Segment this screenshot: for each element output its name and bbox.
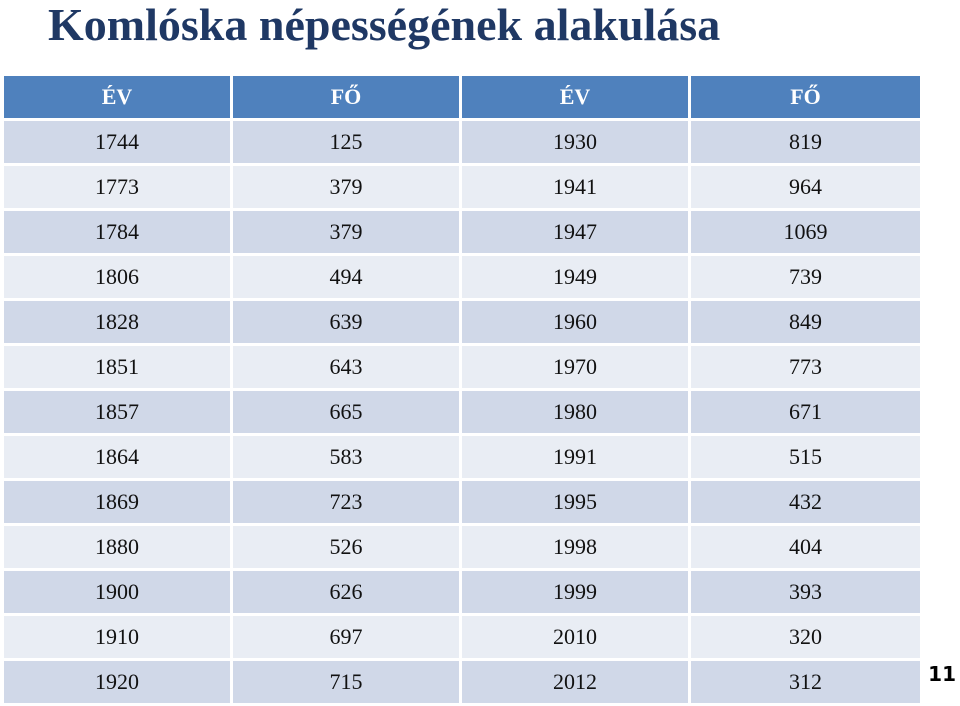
page-title: Komlóska népességének alakulása	[48, 0, 721, 50]
cell-year-2: 1995	[462, 481, 691, 526]
cell-year-1: 1910	[4, 616, 233, 661]
cell-population-1: 665	[233, 391, 462, 436]
page-number: 11	[928, 662, 956, 686]
cell-population-2: 312	[691, 661, 920, 706]
cell-year-1: 1744	[4, 121, 233, 166]
table-row	[4, 391, 920, 436]
table-row	[4, 571, 920, 616]
column-header-year-2: ÉV	[462, 76, 691, 121]
cell-year-1: 1806	[4, 256, 233, 301]
table-body	[4, 121, 920, 706]
cell-population-2: 819	[691, 121, 920, 166]
cell-population-2: 432	[691, 481, 920, 526]
cell-year-2: 1941	[462, 166, 691, 211]
cell-population-2: 320	[691, 616, 920, 661]
cell-population-1: 639	[233, 301, 462, 346]
cell-population-2: 773	[691, 346, 920, 391]
table-header-row	[4, 76, 920, 121]
table-row	[4, 436, 920, 481]
cell-year-1: 1920	[4, 661, 233, 706]
cell-year-2: 1998	[462, 526, 691, 571]
cell-population-1: 379	[233, 211, 462, 256]
table-row	[4, 661, 920, 706]
cell-year-1: 1784	[4, 211, 233, 256]
cell-year-2: 1947	[462, 211, 691, 256]
cell-population-2: 393	[691, 571, 920, 616]
cell-population-2: 739	[691, 256, 920, 301]
cell-year-1: 1851	[4, 346, 233, 391]
cell-population-1: 379	[233, 166, 462, 211]
cell-population-1: 715	[233, 661, 462, 706]
cell-year-1: 1900	[4, 571, 233, 616]
cell-population-1: 583	[233, 436, 462, 481]
cell-population-1: 723	[233, 481, 462, 526]
cell-year-1: 1864	[4, 436, 233, 481]
column-header-population-1: FŐ	[233, 76, 462, 121]
cell-year-2: 1960	[462, 301, 691, 346]
cell-population-2: 964	[691, 166, 920, 211]
cell-year-2: 2010	[462, 616, 691, 661]
table-row	[4, 346, 920, 391]
column-header-year-1: ÉV	[4, 76, 233, 121]
column-header-population-2: FŐ	[691, 76, 920, 121]
population-table	[4, 76, 920, 706]
cell-population-2: 671	[691, 391, 920, 436]
cell-population-2: 404	[691, 526, 920, 571]
table-row	[4, 616, 920, 661]
cell-population-1: 526	[233, 526, 462, 571]
cell-year-1: 1857	[4, 391, 233, 436]
cell-population-2: 1069	[691, 211, 920, 256]
table-row	[4, 166, 920, 211]
cell-year-1: 1880	[4, 526, 233, 571]
cell-year-2: 1980	[462, 391, 691, 436]
cell-year-2: 2012	[462, 661, 691, 706]
table-row	[4, 301, 920, 346]
cell-population-1: 697	[233, 616, 462, 661]
cell-year-2: 1930	[462, 121, 691, 166]
table-row	[4, 526, 920, 571]
cell-year-2: 1991	[462, 436, 691, 481]
table-row	[4, 256, 920, 301]
cell-year-1: 1773	[4, 166, 233, 211]
table-row	[4, 211, 920, 256]
cell-year-2: 1970	[462, 346, 691, 391]
table-row	[4, 481, 920, 526]
cell-population-2: 849	[691, 301, 920, 346]
cell-year-2: 1999	[462, 571, 691, 616]
cell-population-1: 626	[233, 571, 462, 616]
cell-population-2: 515	[691, 436, 920, 481]
cell-year-1: 1869	[4, 481, 233, 526]
cell-population-1: 643	[233, 346, 462, 391]
cell-population-1: 494	[233, 256, 462, 301]
cell-year-2: 1949	[462, 256, 691, 301]
cell-population-1: 125	[233, 121, 462, 166]
table-row	[4, 121, 920, 166]
cell-year-1: 1828	[4, 301, 233, 346]
